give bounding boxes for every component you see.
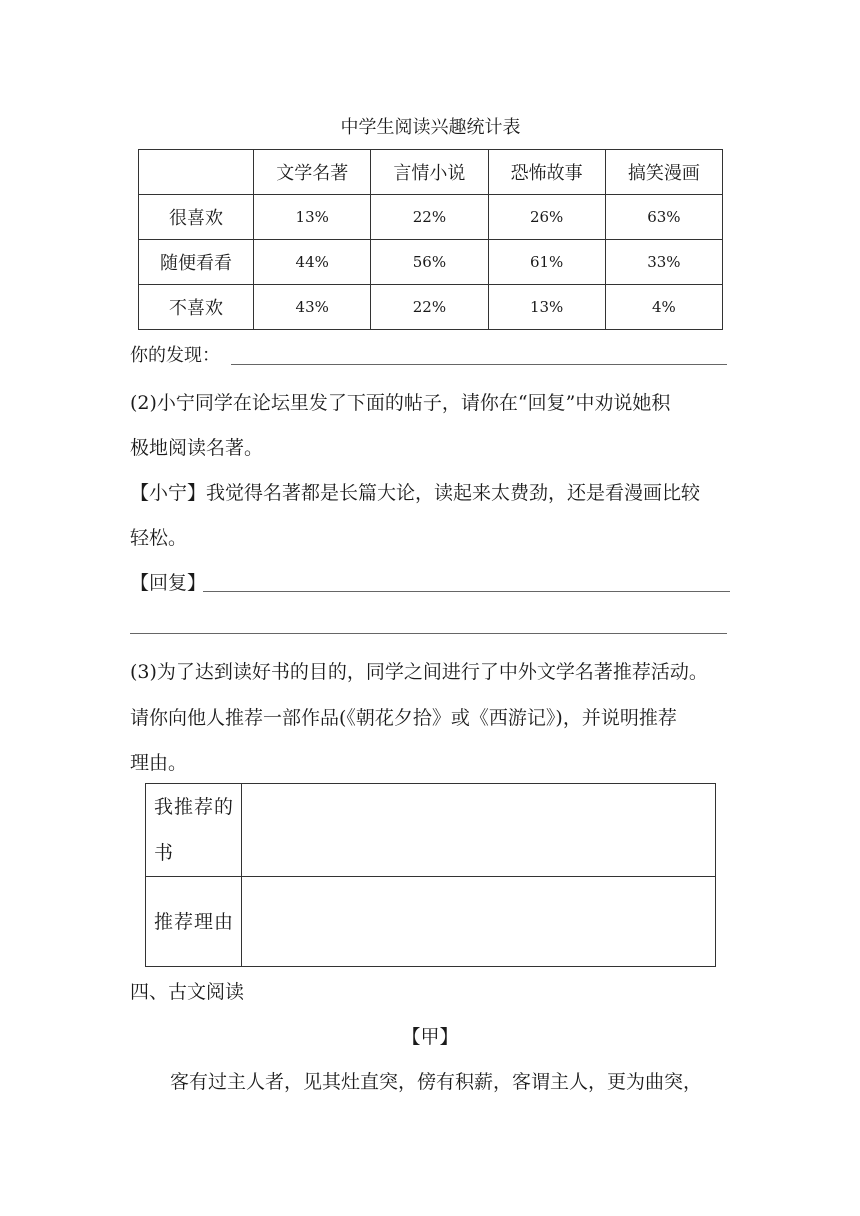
- recommended-book-label-cell: [146, 784, 242, 877]
- table-cell: 63%: [605, 195, 722, 240]
- table-cell: 22%: [371, 195, 488, 240]
- column-header: 文学名著: [254, 150, 371, 195]
- table-cell: 4%: [605, 285, 722, 330]
- reason-answer-cell[interactable]: [242, 877, 716, 967]
- reply-answer-line-2[interactable]: [130, 633, 727, 634]
- q3-text-line3: 理由。: [130, 752, 188, 774]
- table-cell: 26%: [488, 195, 605, 240]
- passage-text-line1: 客有过主人者，见其灶直突，傍有积薪，客谓主人，更为曲突，: [170, 1071, 703, 1093]
- reply-answer-line-1[interactable]: [203, 591, 730, 592]
- table-cell: 56%: [371, 240, 488, 285]
- recommended-book-label-line2: 书: [154, 842, 175, 864]
- post-text-line2: 轻松。: [130, 527, 188, 549]
- row-label: 很喜欢: [139, 195, 254, 240]
- finding-label: 你的发现：: [130, 345, 220, 366]
- section-title: 四、古文阅读: [130, 981, 245, 1003]
- table-row: [146, 877, 716, 967]
- table-header-row: [139, 150, 723, 195]
- passage-title: 【甲】: [401, 1026, 459, 1048]
- table-row: [139, 195, 723, 240]
- column-header: 搞笑漫画: [605, 150, 722, 195]
- recommended-book-answer-cell[interactable]: [242, 784, 716, 877]
- reason-label: 推荐理由: [154, 910, 235, 933]
- reply-label: 【回复】: [130, 572, 207, 594]
- q3-text-line1: (3)为了达到读好书的目的，同学之间进行了中外文学名著推荐活动。: [130, 661, 708, 683]
- q2-text-line1: (2)小宁同学在论坛里发了下面的帖子，请你在“回复”中劝说她积: [130, 392, 671, 414]
- column-header: 恐怖故事: [488, 150, 605, 195]
- recommendation-table: [145, 783, 716, 967]
- table-cell: 43%: [254, 285, 371, 330]
- table-cell: 44%: [254, 240, 371, 285]
- row-label: 不喜欢: [139, 285, 254, 330]
- table-cell: 13%: [488, 285, 605, 330]
- table-cell: 22%: [371, 285, 488, 330]
- recommended-book-label-line1: 我推荐的: [154, 796, 235, 818]
- finding-answer-line[interactable]: [231, 364, 727, 365]
- table-row: [146, 784, 716, 877]
- row-label: 随便看看: [139, 240, 254, 285]
- reason-label-cell: [146, 877, 242, 967]
- table-cell: 33%: [605, 240, 722, 285]
- column-header: 言情小说: [371, 150, 488, 195]
- table-corner-cell: [139, 150, 254, 195]
- reading-interest-table: [138, 149, 723, 330]
- table-title: 中学生阅读兴趣统计表: [340, 117, 521, 138]
- table-cell: 61%: [488, 240, 605, 285]
- q3-text-line2: 请你向他人推荐一部作品(《朝花夕拾》或《西游记》)，并说明推荐: [130, 707, 677, 729]
- table-row: [139, 285, 723, 330]
- table-cell: 13%: [254, 195, 371, 240]
- post-text-line1: 【小宁】我觉得名著都是长篇大论，读起来太费劲，还是看漫画比较: [130, 482, 701, 504]
- q2-text-line2: 极地阅读名著。: [130, 437, 264, 459]
- table-row: [139, 240, 723, 285]
